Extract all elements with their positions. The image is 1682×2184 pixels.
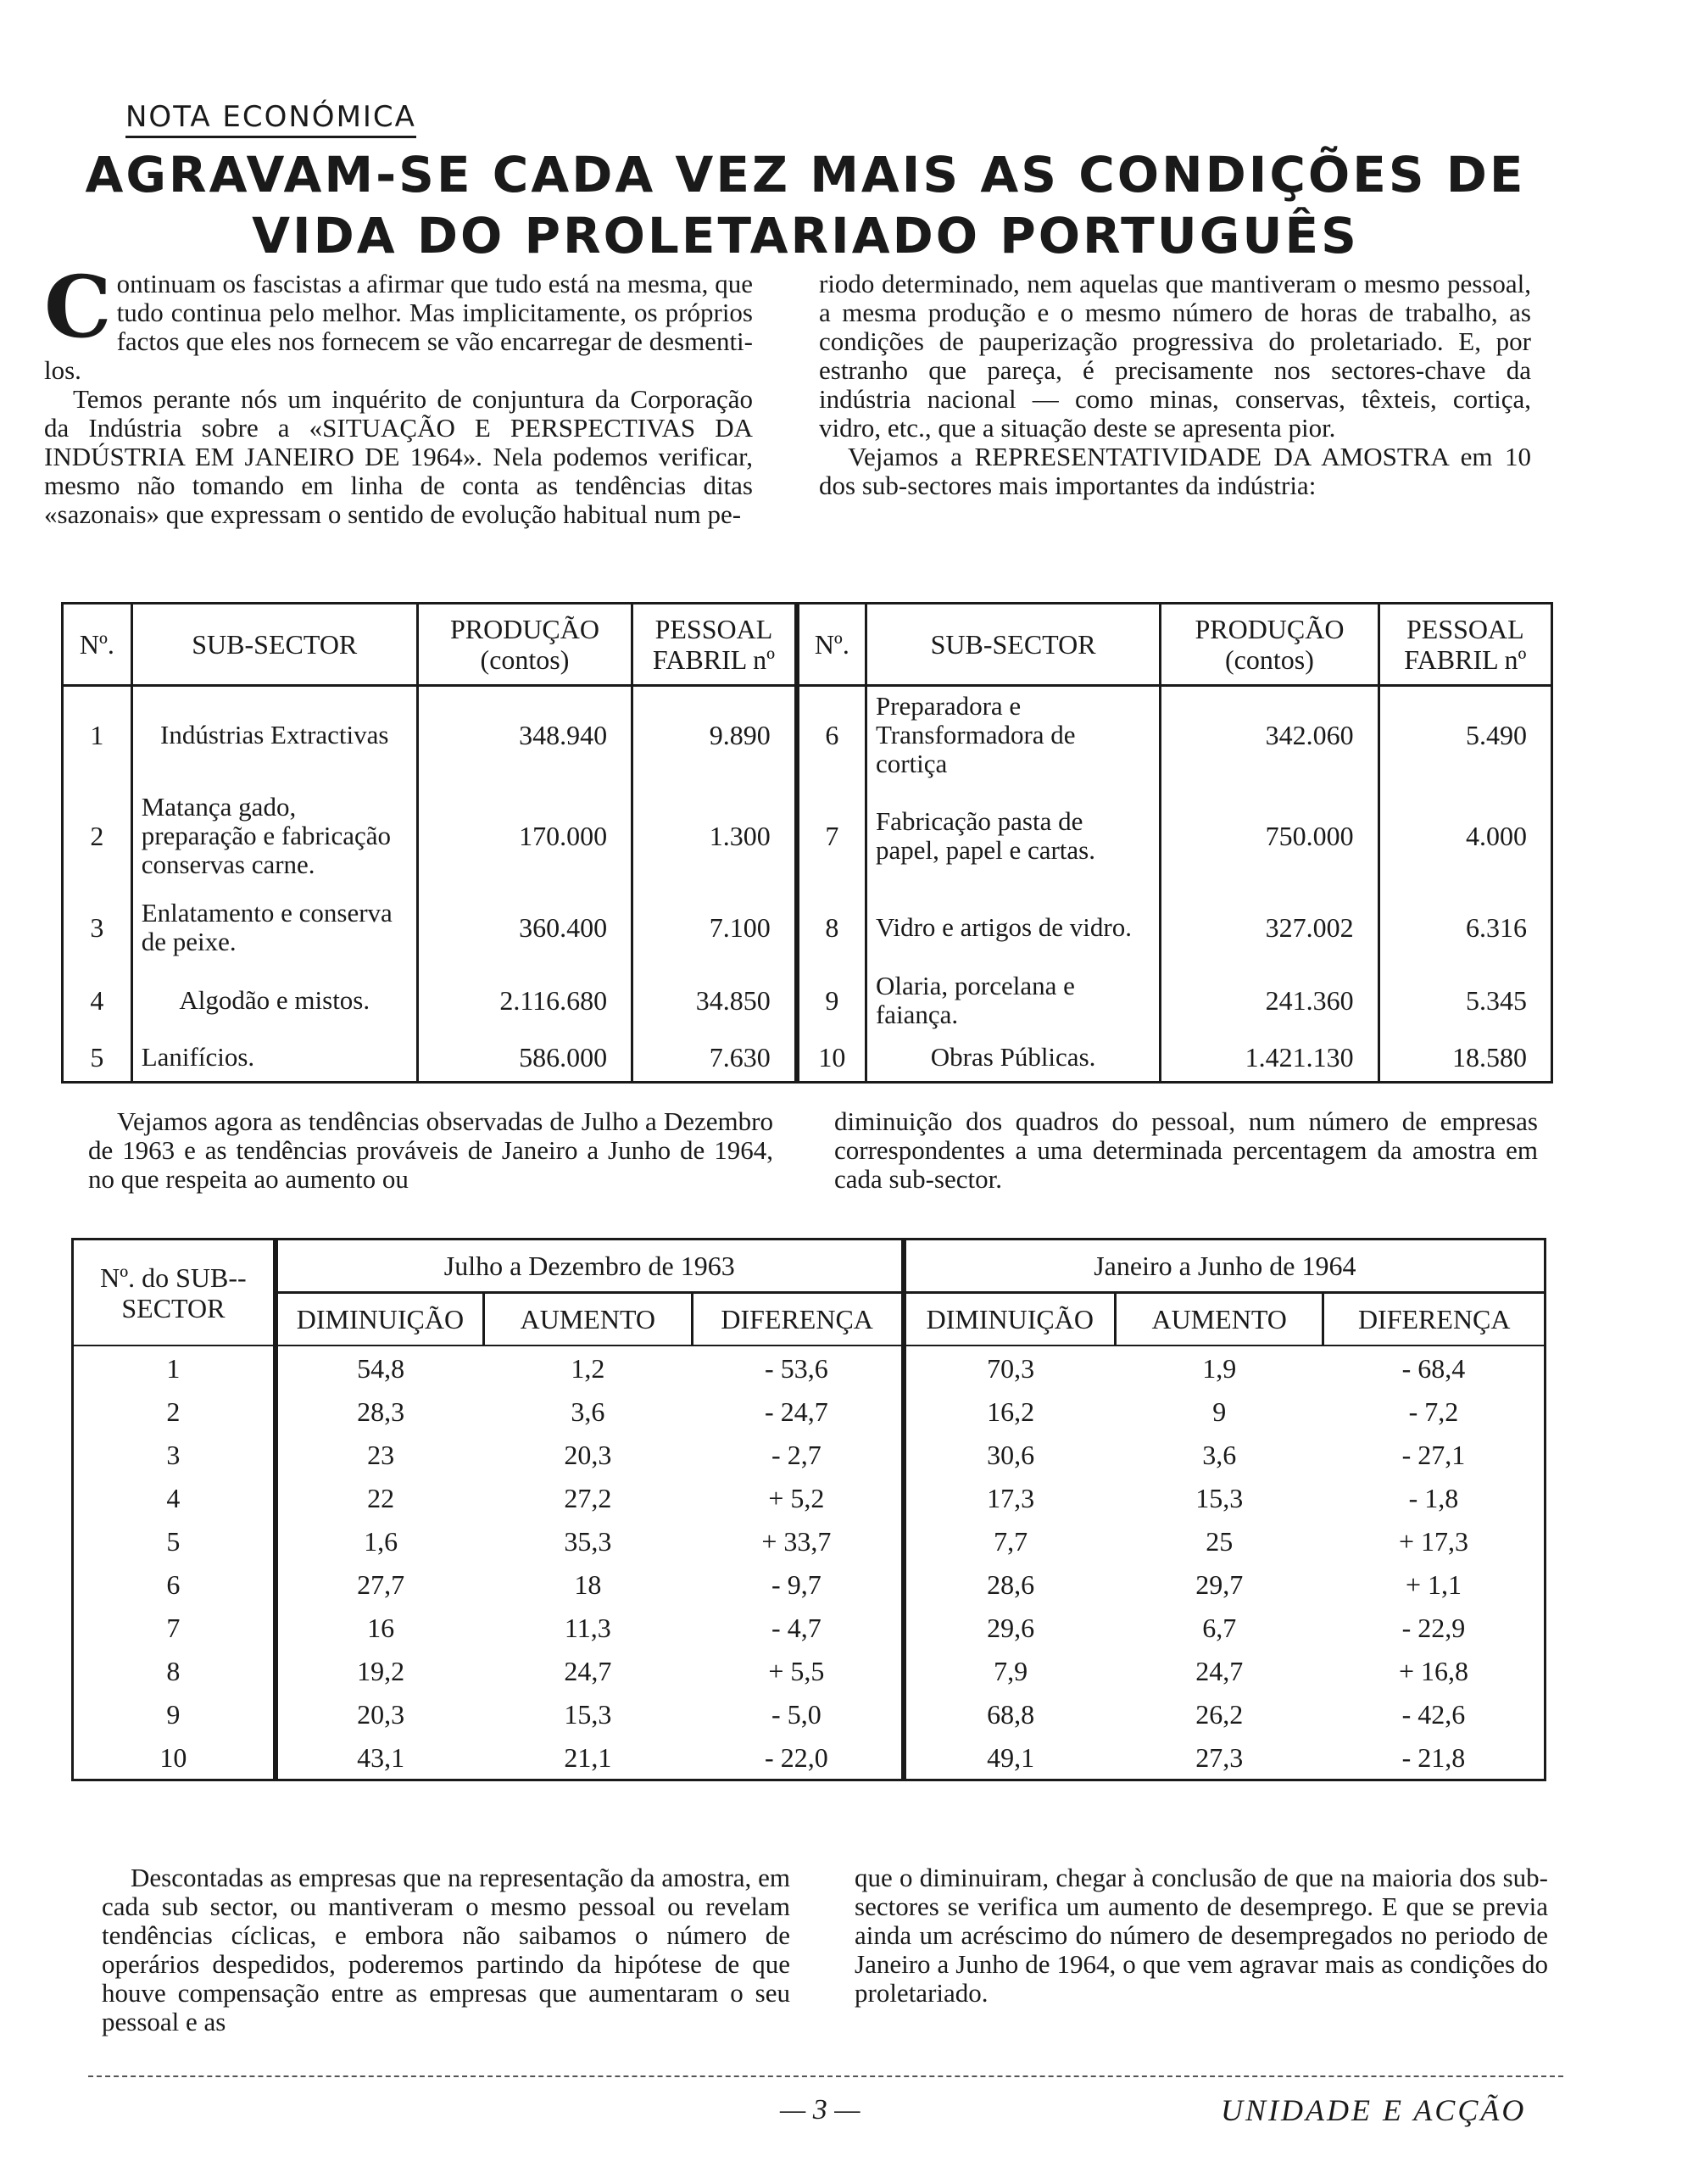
col-header-subsector: SUB-SECTOR [131, 604, 417, 686]
table-row: 3 23 20,3 - 2,7 30,6 3,6 - 27,1 [73, 1433, 1546, 1476]
col-header-subsector: SUB-SECTOR [866, 604, 1160, 686]
closing-right-column [855, 1864, 1548, 2008]
subsector-name: Enlatamento e conserva de peixe. [131, 889, 417, 967]
tendencies-table [71, 1238, 1546, 1781]
subsector-name: Algodão e mistos. [131, 967, 417, 1034]
row-number: 6 [797, 686, 866, 784]
table-header-row [63, 604, 1552, 686]
producao-value: 586.000 [417, 1034, 632, 1082]
col-header-subsector-no: Nº. do SUB--SECTOR [73, 1240, 276, 1346]
period-header-1963: Julho a Dezembro de 1963 [276, 1240, 904, 1293]
section-label: NOTA ECONÓMICA [125, 100, 416, 138]
col-header-diminuicao: DIMINUIÇÃO [276, 1293, 484, 1346]
row-number: 8 [797, 889, 866, 967]
table-row: 8 19,2 24,7 + 5,5 7,9 24,7 + 16,8 [73, 1649, 1546, 1692]
table-row [63, 686, 1552, 784]
subsector-name: Obras Públicas. [866, 1034, 1160, 1082]
col-header-diferenca: DIFERENÇA [692, 1293, 904, 1346]
publication-name: UNIDADE E ACÇÃO [1221, 2093, 1527, 2127]
headline-line-2: VIDA DO PROLETARIADO PORTUGUÊS [252, 207, 1359, 265]
closing-paragraph-left: Descontadas as empresas que na representação da amostra, em cada sub sector, ou mantiveram o mesmo pessoal ou revelam tendências cíclicas, e embora não saibamos o número de operários despedidos, poderemos partindo da hipótese de que houve compensação entre as empresas que aumentaram o seu pessoal e as [102, 1863, 790, 2036]
table-row: 1 54,8 1,2 - 53,6 70,3 1,9 - 68,4 [73, 1346, 1546, 1390]
row-number: 1 [90, 720, 104, 750]
row-number: 9 [797, 967, 866, 1034]
col-header-diferenca: DIFERENÇA [1323, 1293, 1546, 1346]
producao-value: 360.400 [417, 889, 632, 967]
representativeness-table [61, 602, 1553, 1084]
middle-left-column [88, 1107, 773, 1194]
producao-value: 241.360 [1161, 967, 1378, 1034]
drop-cap: C [44, 257, 112, 357]
pessoal-value: 1.300 [632, 783, 797, 889]
table-row: 4 22 27,2 + 5,2 17,3 15,3 - 1,8 [73, 1476, 1546, 1519]
subsector-name: Fabricação pasta de papel, papel e cartas. [866, 783, 1160, 889]
pessoal-value: 6.316 [1378, 889, 1551, 967]
col-header-no: Nº. [797, 604, 866, 686]
subsector-name: Olaria, porcelana e faiança. [866, 967, 1160, 1034]
subsector-name: Lanifícios. [131, 1034, 417, 1082]
intro-paragraph-4: Vejamos a REPRESENTATIVIDADE DA AMOSTRA em 10 dos sub-sectores mais importantes da indústria: [819, 442, 1531, 500]
intro-paragraph-1: Continuam os fascistas a afirmar que tudo está na mesma, que tudo continua pelo melhor. Mas implicitamente, os próprios factos que eles nos fornecem se vão encarregar de desmenti-los. [44, 257, 753, 385]
subsector-name: Matança gado, preparação e fabricação conservas carne. [131, 783, 417, 889]
pessoal-value: 9.890 [632, 686, 797, 784]
row-number: 4 [90, 985, 104, 1016]
pessoal-value: 5.345 [1378, 967, 1551, 1034]
producao-value: 170.000 [417, 783, 632, 889]
pessoal-value: 5.490 [1378, 686, 1551, 784]
middle-right-column [834, 1107, 1538, 1194]
pessoal-value: 18.580 [1378, 1034, 1551, 1082]
table-row [63, 783, 1552, 889]
middle-paragraph-right: diminuição dos quadros do pessoal, num número de empresas correspondentes a uma determinada percentagem da amostra em cada sub-sector. [834, 1106, 1538, 1194]
footer-divider [88, 2075, 1563, 2077]
table-row: 7 16 11,3 - 4,7 29,6 6,7 - 22,9 [73, 1606, 1546, 1649]
pessoal-value: 34.850 [632, 967, 797, 1034]
col-header-producao: PRODUÇÃO (contos) [417, 604, 632, 686]
col-header-diminuicao: DIMINUIÇÃO [904, 1293, 1116, 1346]
col-header-producao: PRODUÇÃO (contos) [1161, 604, 1378, 686]
subheader-row [73, 1293, 1546, 1346]
pessoal-value: 7.630 [632, 1034, 797, 1082]
col-header-aumento: AUMENTO [1115, 1293, 1323, 1346]
producao-value: 342.060 [1161, 686, 1378, 784]
table-row [63, 1034, 1552, 1082]
table-row: 10 43,1 21,1 - 22,0 49,1 27,3 - 21,8 [73, 1736, 1546, 1780]
table-row: 9 20,3 15,3 - 5,0 68,8 26,2 - 42,6 [73, 1692, 1546, 1736]
period-header-1964: Janeiro a Junho de 1964 [904, 1240, 1546, 1293]
table-row [63, 889, 1552, 967]
headline-line-1: AGRAVAM-SE CADA VEZ MAIS AS CONDIÇÕES DE [85, 146, 1526, 203]
col-header-pessoal: PESSOAL FABRIL nº [632, 604, 797, 686]
row-number: 2 [90, 821, 104, 851]
intro-left-column [44, 257, 753, 529]
intro-right-column [819, 270, 1531, 500]
pessoal-value: 4.000 [1378, 783, 1551, 889]
subsector-name: Preparadora e Transformadora de cortiça [866, 686, 1160, 784]
col-header-pessoal: PESSOAL FABRIL nº [1378, 604, 1551, 686]
producao-value: 2.116.680 [417, 967, 632, 1034]
subsector-name: Indústrias Extractivas [131, 686, 417, 784]
producao-value: 750.000 [1161, 783, 1378, 889]
row-number: 7 [797, 783, 866, 889]
producao-value: 1.421.130 [1161, 1034, 1378, 1082]
producao-value: 348.940 [417, 686, 632, 784]
closing-left-column [102, 1864, 790, 2036]
table-row: 2 28,3 3,6 - 24,7 16,2 9 - 7,2 [73, 1390, 1546, 1433]
closing-paragraph-right: que o diminuiram, chegar à conclusão de que na maioria dos sub-sectores se verifica um aumento de desemprego. E que se previa ainda um acréscimo do número de desempregados no periodo de Janeiro a Junho de 1964, o que vem agravar mais as condições do proletariado. [855, 1863, 1548, 2008]
table-row [63, 967, 1552, 1034]
table-row: 6 27,7 18 - 9,7 28,6 29,7 + 1,1 [73, 1563, 1546, 1606]
headline [85, 144, 1526, 266]
row-number: 5 [90, 1042, 104, 1073]
intro-paragraph-2: Temos perante nós um inquérito de conjuntura da Corporação da Indústria sobre a «SITUAÇÃO E PERSPECTIVAS DA INDÚSTRIA EM JANEIRO DE 1964». Nela podemos verificar, mesmo não tomando em linha de conta as tendências ditas «sazonais» que expressam o sentido de evolução habitual num pe- [44, 384, 753, 529]
producao-value: 327.002 [1161, 889, 1378, 967]
col-header-aumento: AUMENTO [484, 1293, 693, 1346]
table-row: 5 1,6 35,3 + 33,7 7,7 25 + 17,3 [73, 1519, 1546, 1563]
pessoal-value: 7.100 [632, 889, 797, 967]
row-number: 3 [90, 912, 104, 943]
col-header-no: Nº. [63, 604, 132, 686]
period-header-row [73, 1240, 1546, 1293]
middle-paragraph-left: Vejamos agora as tendências observadas de Julho a Dezembro de 1963 e as tendências prováveis de Janeiro a Junho de 1964, no que respeita ao aumento ou [88, 1106, 773, 1194]
page-number: — 3 — [780, 2094, 860, 2126]
intro-paragraph-3: riodo determinado, nem aquelas que mantiveram o mesmo pessoal, a mesma produção e o mesmo número de horas de trabalho, as condições de pauperização progressiva do proletariado. E, por estranho que pareça, é precisamente nos sectores-chave da indústria nacional — como minas, conservas, têxteis, cortiça, vidro, etc., que a situação deste se apresenta pior. [819, 269, 1531, 443]
row-number: 10 [797, 1034, 866, 1082]
subsector-name: Vidro e artigos de vidro. [866, 889, 1160, 967]
